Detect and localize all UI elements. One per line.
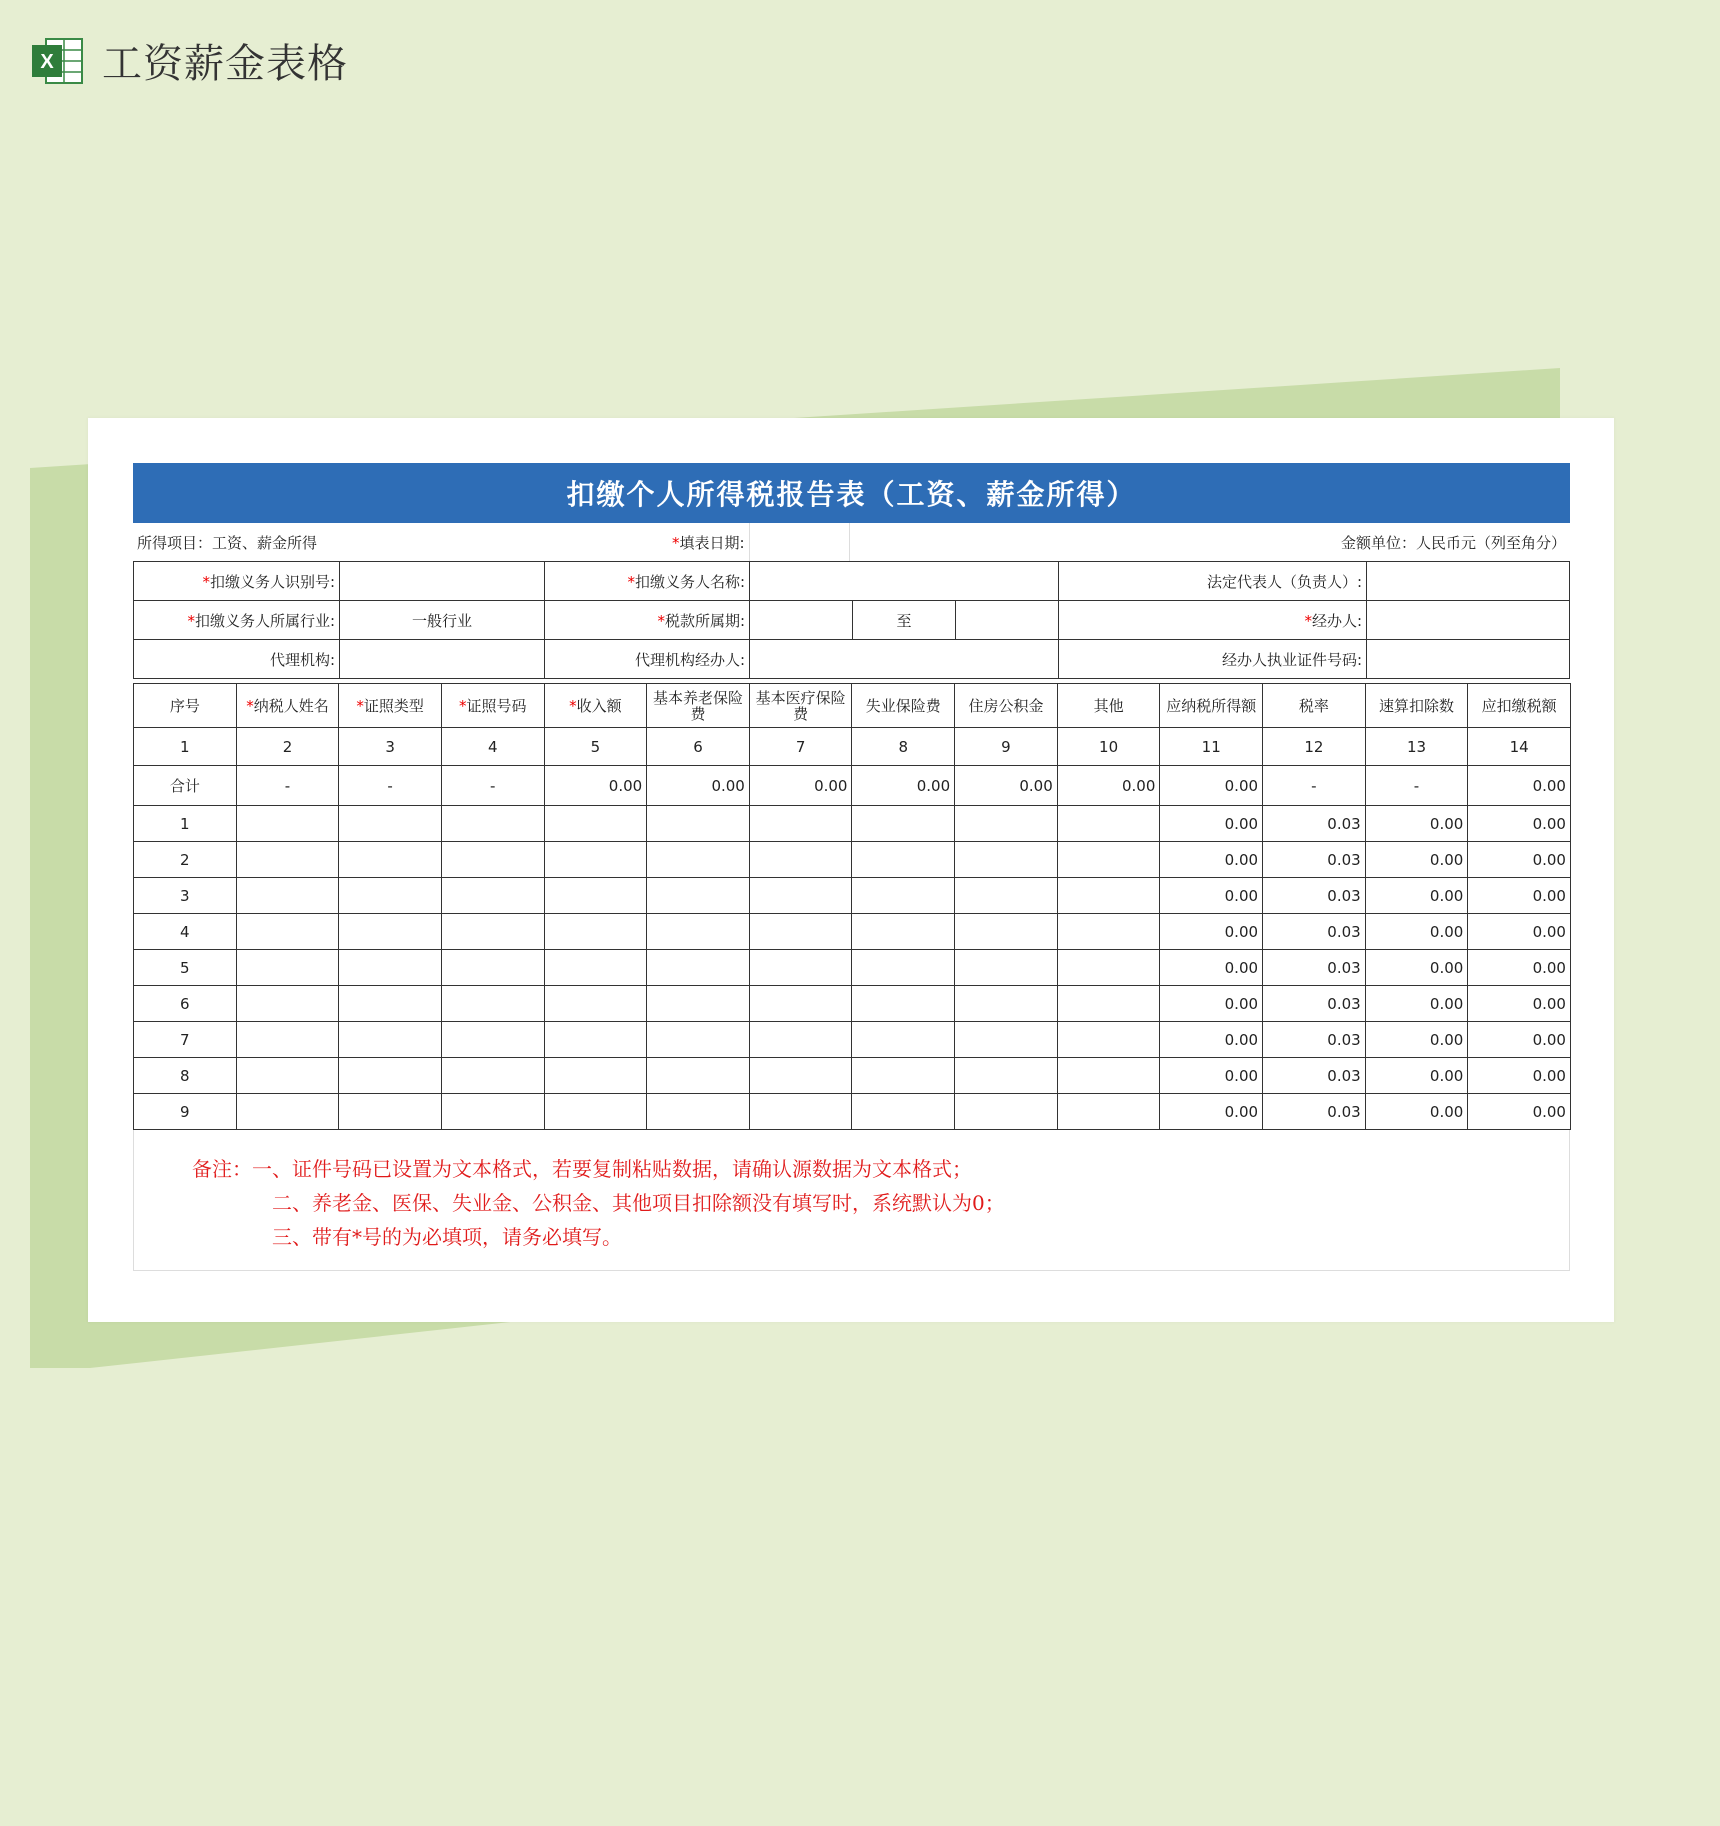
- table-cell[interactable]: [955, 1022, 1058, 1058]
- table-cell[interactable]: [339, 1058, 442, 1094]
- column-header: 其他: [1057, 684, 1160, 728]
- table-cell: 0.00: [1468, 878, 1571, 914]
- table-cell: 合计: [134, 766, 237, 806]
- table-cell: 3: [134, 878, 237, 914]
- column-number: 11: [1160, 728, 1263, 766]
- table-cell[interactable]: [749, 842, 852, 878]
- table-cell[interactable]: [544, 878, 647, 914]
- note-1: 备注：一、证件号码已设置为文本格式，若要复制粘贴数据，请确认源数据为文本格式；: [192, 1157, 972, 1181]
- table-cell[interactable]: [236, 986, 339, 1022]
- table-cell[interactable]: [441, 914, 544, 950]
- svg-text:X: X: [40, 51, 54, 73]
- industry-value[interactable]: 一般行业: [340, 601, 545, 640]
- table-cell[interactable]: [441, 1058, 544, 1094]
- handler-input[interactable]: [1367, 601, 1570, 640]
- table-cell: 0.00: [1468, 806, 1571, 842]
- table-cell[interactable]: [441, 842, 544, 878]
- table-cell: 0.00: [1365, 842, 1468, 878]
- table-cell[interactable]: [955, 1058, 1058, 1094]
- table-cell[interactable]: [749, 806, 852, 842]
- table-cell: 0.00: [1160, 842, 1263, 878]
- table-cell[interactable]: [236, 914, 339, 950]
- table-cell[interactable]: [647, 878, 750, 914]
- table-cell[interactable]: [955, 914, 1058, 950]
- column-header: 应扣缴税额: [1468, 684, 1571, 728]
- table-cell: -: [1263, 766, 1366, 806]
- legal-rep-input[interactable]: [1367, 562, 1570, 601]
- withholder-id-label: 扣缴义务人识别号:: [209, 572, 335, 591]
- table-cell: 0.00: [1468, 842, 1571, 878]
- table-cell[interactable]: [339, 842, 442, 878]
- table-cell[interactable]: [236, 1058, 339, 1094]
- table-cell[interactable]: [1057, 950, 1160, 986]
- column-header: *证照号码: [441, 684, 544, 728]
- table-row: [134, 878, 1571, 914]
- column-number: 12: [1263, 728, 1366, 766]
- table-cell: 0.00: [1160, 806, 1263, 842]
- industry-label: 扣缴义务人所属行业:: [194, 611, 335, 630]
- column-header: *纳税人姓名: [236, 684, 339, 728]
- table-cell[interactable]: [647, 842, 750, 878]
- table-cell[interactable]: [852, 950, 955, 986]
- app-title: 工资薪金表格: [102, 40, 348, 87]
- table-cell: 0.00: [749, 766, 852, 806]
- table-cell[interactable]: [852, 842, 955, 878]
- table-cell: -: [236, 766, 339, 806]
- table-cell: 0.03: [1263, 806, 1366, 842]
- table-cell[interactable]: [1057, 1094, 1160, 1130]
- table-cell: 0.03: [1263, 1058, 1366, 1094]
- table-cell[interactable]: [441, 950, 544, 986]
- table-cell: 0.03: [1263, 1094, 1366, 1130]
- table-cell[interactable]: [852, 1022, 955, 1058]
- fill-date-label: 填表日期:: [679, 533, 745, 552]
- table-cell[interactable]: [1057, 1058, 1160, 1094]
- table-row: [134, 986, 1571, 1022]
- table-cell[interactable]: [441, 806, 544, 842]
- table-cell[interactable]: [647, 1022, 750, 1058]
- table-cell[interactable]: [749, 914, 852, 950]
- table-cell: 0.00: [1468, 986, 1571, 1022]
- table-cell[interactable]: [1057, 806, 1160, 842]
- table-cell: 0.00: [1468, 1022, 1571, 1058]
- table-cell: -: [339, 766, 442, 806]
- column-number: 8: [852, 728, 955, 766]
- table-cell: 0.00: [1468, 914, 1571, 950]
- table-cell: 1: [134, 806, 237, 842]
- table-cell: 0.00: [1468, 950, 1571, 986]
- table-cell: 0.00: [1468, 1094, 1571, 1130]
- table-row: [134, 806, 1571, 842]
- amount-unit: 金额单位：人民币元（列至角分）: [1340, 533, 1566, 552]
- table-cell: 0.00: [1057, 766, 1160, 806]
- report-title: 扣缴个人所得税报告表（工资、薪金所得）: [133, 463, 1570, 523]
- table-cell: 0.00: [1365, 950, 1468, 986]
- table-cell[interactable]: [647, 950, 750, 986]
- excel-icon: [30, 33, 84, 87]
- notes-section: [133, 1130, 1570, 1271]
- column-number: 7: [749, 728, 852, 766]
- table-cell[interactable]: [339, 986, 442, 1022]
- table-cell: 8: [134, 1058, 237, 1094]
- table-cell[interactable]: [749, 1094, 852, 1130]
- column-number: 6: [647, 728, 750, 766]
- table-cell: 0.00: [1160, 1022, 1263, 1058]
- table-cell[interactable]: [749, 1022, 852, 1058]
- table-cell: 0.00: [1468, 766, 1571, 806]
- table-cell: 0.00: [1160, 878, 1263, 914]
- table-cell[interactable]: [749, 1058, 852, 1094]
- table-cell[interactable]: [749, 986, 852, 1022]
- table-cell[interactable]: [339, 806, 442, 842]
- table-cell[interactable]: [955, 1094, 1058, 1130]
- column-header: 应纳税所得额: [1160, 684, 1263, 728]
- handler-cert-input[interactable]: [1367, 640, 1570, 679]
- note-2: 二、养老金、医保、失业金、公积金、其他项目扣除额没有填写时，系统默认为0；: [272, 1191, 1005, 1215]
- table-row: [134, 914, 1571, 950]
- table-cell[interactable]: [647, 986, 750, 1022]
- handler-cert-label: 经办人执业证件号码:: [1059, 640, 1367, 679]
- handler-label: 经办人:: [1311, 611, 1362, 630]
- table-cell[interactable]: [544, 1094, 647, 1130]
- column-header: 税率: [1263, 684, 1366, 728]
- table-row: [134, 1094, 1571, 1130]
- table-cell: 7: [134, 1022, 237, 1058]
- table-cell[interactable]: [955, 878, 1058, 914]
- table-cell: 9: [134, 1094, 237, 1130]
- table-cell[interactable]: [339, 878, 442, 914]
- table-cell[interactable]: [441, 878, 544, 914]
- table-cell: 4: [134, 914, 237, 950]
- table-cell[interactable]: [544, 986, 647, 1022]
- table-cell[interactable]: [236, 878, 339, 914]
- tax-period-start-input[interactable]: [750, 601, 853, 640]
- table-cell[interactable]: [1057, 914, 1160, 950]
- column-number: 1: [134, 728, 237, 766]
- note-3: 三、带有*号的为必填项，请务必填写。: [272, 1225, 622, 1249]
- legal-rep-label: 法定代表人（负责人）:: [1059, 562, 1367, 601]
- table-cell: 0.00: [1365, 1058, 1468, 1094]
- table-cell: 0.03: [1263, 914, 1366, 950]
- table-cell[interactable]: [955, 806, 1058, 842]
- report-sheet: [88, 418, 1614, 1322]
- table-cell: 0.00: [1160, 950, 1263, 986]
- table-cell: 0.00: [1365, 806, 1468, 842]
- table-cell[interactable]: [544, 806, 647, 842]
- table-cell[interactable]: [236, 1094, 339, 1130]
- table-cell: 0.03: [1263, 986, 1366, 1022]
- table-cell: 0.03: [1263, 950, 1366, 986]
- table-cell[interactable]: [852, 878, 955, 914]
- table-cell: 0.00: [955, 766, 1058, 806]
- agency-label: 代理机构:: [134, 640, 340, 679]
- table-cell[interactable]: [647, 914, 750, 950]
- table-cell[interactable]: [955, 842, 1058, 878]
- table-row: [134, 950, 1571, 986]
- fill-date-input[interactable]: [749, 523, 849, 561]
- column-number: 3: [339, 728, 442, 766]
- table-cell[interactable]: [852, 986, 955, 1022]
- table-cell[interactable]: [852, 914, 955, 950]
- meta-row: 所得项目：工资、薪金所得 *填表日期: 金额单位：人民币元（列至角分）: [133, 523, 1570, 561]
- table-cell[interactable]: [236, 842, 339, 878]
- table-cell[interactable]: [236, 950, 339, 986]
- table-cell: 0.03: [1263, 842, 1366, 878]
- column-header: 住房公积金: [955, 684, 1058, 728]
- tax-period-end-input[interactable]: [956, 601, 1059, 640]
- column-number: 5: [544, 728, 647, 766]
- agency-input[interactable]: [340, 640, 545, 679]
- table-cell: 0.00: [1160, 914, 1263, 950]
- table-cell[interactable]: [749, 878, 852, 914]
- table-cell: 2: [134, 842, 237, 878]
- tax-period-label: 税款所属期:: [664, 611, 745, 630]
- table-cell[interactable]: [852, 1058, 955, 1094]
- column-number: 9: [955, 728, 1058, 766]
- table-cell[interactable]: [1057, 878, 1160, 914]
- table-cell: 0.00: [1365, 986, 1468, 1022]
- app-header: [30, 30, 348, 90]
- column-number: 4: [441, 728, 544, 766]
- table-cell[interactable]: [749, 950, 852, 986]
- table-cell[interactable]: [441, 1022, 544, 1058]
- info-table: *扣缴义务人识别号: *扣缴义务人名称: 法定代表人（负责人）: *扣缴义务人所属行业: 一般行业 *税款所属期: 至 *经办人: 代理机构: 代理机构经办人: 经办人执业证件号码:: [133, 561, 1570, 679]
- table-cell: 0.00: [1160, 1058, 1263, 1094]
- table-cell: 0.03: [1263, 1022, 1366, 1058]
- table-cell: 0.00: [1365, 914, 1468, 950]
- table-cell: 0.00: [1365, 1022, 1468, 1058]
- table-cell[interactable]: [647, 1058, 750, 1094]
- table-cell[interactable]: [647, 806, 750, 842]
- table-cell[interactable]: [544, 914, 647, 950]
- table-cell: -: [1365, 766, 1468, 806]
- table-cell[interactable]: [441, 986, 544, 1022]
- table-cell: -: [441, 766, 544, 806]
- table-cell[interactable]: [852, 806, 955, 842]
- agency-handler-input[interactable]: [750, 640, 1059, 679]
- table-cell[interactable]: [236, 806, 339, 842]
- table-cell: 0.00: [1160, 766, 1263, 806]
- table-row: [134, 1022, 1571, 1058]
- table-cell: 0.00: [852, 766, 955, 806]
- table-cell[interactable]: [1057, 986, 1160, 1022]
- column-header: 速算扣除数: [1365, 684, 1468, 728]
- table-cell[interactable]: [544, 842, 647, 878]
- column-header: 基本医疗保险费: [749, 684, 852, 728]
- table-cell[interactable]: [236, 1022, 339, 1058]
- table-cell: 6: [134, 986, 237, 1022]
- table-cell[interactable]: [955, 950, 1058, 986]
- column-header: 序号: [134, 684, 237, 728]
- table-cell[interactable]: [955, 986, 1058, 1022]
- to-label: 至: [853, 601, 956, 640]
- agency-handler-label: 代理机构经办人:: [545, 640, 750, 679]
- tax-table: [133, 683, 1571, 1130]
- income-item: 所得项目：工资、薪金所得: [137, 533, 318, 552]
- column-header: *收入额: [544, 684, 647, 728]
- table-cell: 0.00: [1160, 1094, 1263, 1130]
- table-cell[interactable]: [339, 950, 442, 986]
- withholder-id-input[interactable]: [340, 562, 545, 601]
- table-cell[interactable]: [544, 1058, 647, 1094]
- column-number: 10: [1057, 728, 1160, 766]
- table-cell[interactable]: [339, 1022, 442, 1058]
- table-row: [134, 842, 1571, 878]
- withholder-name-input[interactable]: [750, 562, 1059, 601]
- column-number: 14: [1468, 728, 1571, 766]
- table-cell: 5: [134, 950, 237, 986]
- table-cell[interactable]: [544, 1022, 647, 1058]
- total-row: [134, 766, 1571, 806]
- table-cell[interactable]: [1057, 842, 1160, 878]
- table-cell: 0.00: [1468, 1058, 1571, 1094]
- table-cell[interactable]: [441, 1094, 544, 1130]
- table-cell: 0.03: [1263, 878, 1366, 914]
- column-number: 13: [1365, 728, 1468, 766]
- withholder-name-label: 扣缴义务人名称:: [634, 572, 745, 591]
- table-cell: 0.00: [1365, 1094, 1468, 1130]
- table-cell: 0.00: [544, 766, 647, 806]
- table-row: [134, 1058, 1571, 1094]
- table-cell[interactable]: [852, 1094, 955, 1130]
- table-cell[interactable]: [339, 914, 442, 950]
- table-cell[interactable]: [339, 1094, 442, 1130]
- table-cell[interactable]: [544, 950, 647, 986]
- column-header: 失业保险费: [852, 684, 955, 728]
- column-number: 2: [236, 728, 339, 766]
- table-cell[interactable]: [1057, 1022, 1160, 1058]
- table-cell[interactable]: [647, 1094, 750, 1130]
- table-cell: 0.00: [1160, 986, 1263, 1022]
- table-cell: 0.00: [1365, 878, 1468, 914]
- column-header: 基本养老保险费: [647, 684, 750, 728]
- column-header: *证照类型: [339, 684, 442, 728]
- table-cell: 0.00: [647, 766, 750, 806]
